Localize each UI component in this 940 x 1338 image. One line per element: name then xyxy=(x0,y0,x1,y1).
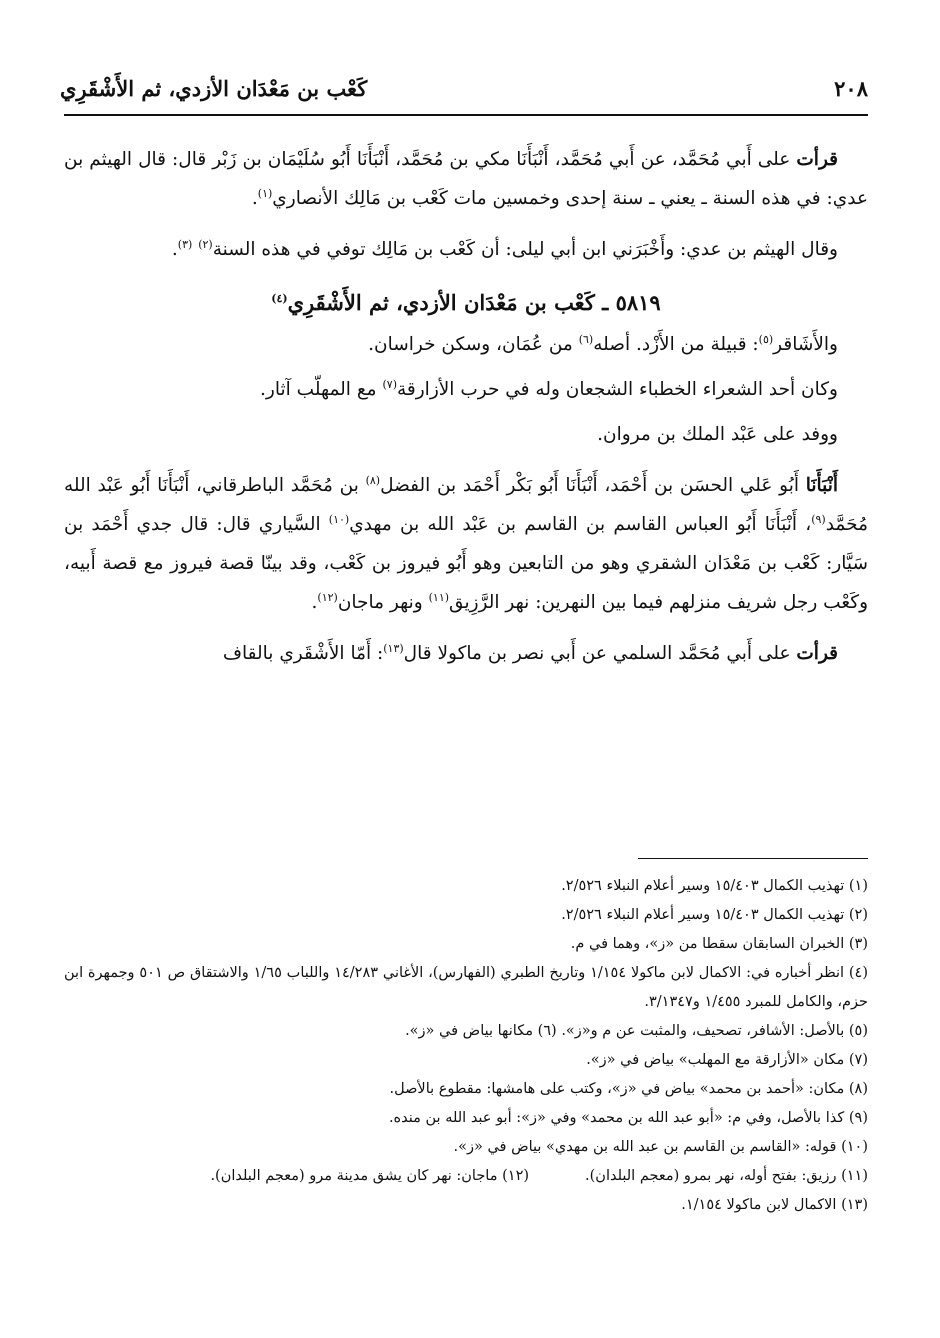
paragraph-text: . xyxy=(311,592,318,613)
footnote-text: الاكمال لابن ماكولا ١/١٥٤. xyxy=(681,1197,837,1213)
paragraph-text: : أَمّا الأَشْقَري بالقاف xyxy=(222,643,384,664)
paragraph-7 xyxy=(64,634,868,673)
footnote-text: كذا بالأصل، وفي م: «أبو عبد الله بن محمد» وفي «ز»: أبو عبد الله بن منده. xyxy=(388,1110,845,1126)
paragraph-6 xyxy=(64,466,868,622)
footnote xyxy=(64,930,868,959)
footnote xyxy=(210,1162,529,1191)
main-text xyxy=(64,140,868,685)
footnote-ref[interactable]: (١) xyxy=(257,186,273,200)
header-rule xyxy=(64,114,868,116)
footnote-ref[interactable]: (٣) xyxy=(177,237,193,251)
footnote-text: رزيق: بفتح أوله، نهر بمرو (معجم البلدان). xyxy=(585,1168,837,1184)
footnote-number: (١) xyxy=(848,878,868,894)
footnote xyxy=(64,1046,868,1075)
paragraph-text: والأَشَاقر xyxy=(773,334,838,355)
paragraph-text: على أَبي مُحَمَّد السلمي عن أَبي نصر بن ماكولا قال xyxy=(403,643,797,664)
footnote xyxy=(64,1104,868,1133)
paragraph-end: . xyxy=(171,239,178,260)
footnote-ref[interactable]: (٨) xyxy=(365,473,381,487)
footnote-ref[interactable]: (٩) xyxy=(811,512,826,526)
footnote-ref[interactable]: (٥) xyxy=(758,332,774,346)
paragraph-text: وقال الهيثم بن عدي: وأَخْبَرَني ابن أبي ليلى: أن كَعْب بن مَالِك توفي في هذه السنة xyxy=(212,239,838,260)
footnote-ref[interactable]: (١٣) xyxy=(383,641,404,655)
entry-title xyxy=(64,283,868,323)
paragraph-text: أَبُو عَلي الحسَن بن أَحْمَد، أَنْبَأَنَا أَبُو بَكْر أَحْمَد بن الفضل xyxy=(380,475,806,496)
paragraph-4 xyxy=(64,370,868,409)
footnote-number: (٣) xyxy=(848,936,868,952)
footnote-number: (٨) xyxy=(848,1081,868,1097)
footnote-text: مكان: «أحمد بن محمد» بياض في «ز»، وكتب على هامشها: مقطوع بالأصل. xyxy=(389,1081,845,1097)
footnote-pair xyxy=(64,1162,868,1191)
footnote-ref[interactable]: (١١) xyxy=(428,590,450,604)
paragraph-text: وكان أحد الشعراء الخطباء الشجعان وله في حرب الأزارقة xyxy=(396,379,838,400)
page-number: ٢٠٨ xyxy=(834,75,868,101)
footnote-text: قوله: «القاسم بن القاسم بن عبد الله بن مهدي» بياض في «ز». xyxy=(453,1139,837,1155)
footnote xyxy=(64,901,868,930)
footnote-text: مكان «الأزارقة مع المهلب» بياض في «ز». xyxy=(586,1052,845,1068)
paragraph-3 xyxy=(64,325,868,364)
paragraph-text: السَّياري قال: قال جدي أَحْمَد بن سَيَّار: كَعْب بن مَعْدَان الشقري وهو من التابعين وهو أَبُو فيروز بن كَعْب، وقد بينّا قصة فيروز مع قصة أَبيه، وكَعْب رجل شريف منزلهم فيما بين النهرين: نهر الرَّزِيق xyxy=(64,514,868,613)
paragraph-text: ، أَنْبَأَنَا أَبُو العباس القاسم بن القاسم بن عَبْد الله بن مهدي xyxy=(349,514,812,535)
footnote xyxy=(64,1075,868,1104)
footnote-number: (٤) xyxy=(848,965,869,981)
footnote-text: ماجان: نهر كان يشق مدينة مرو (معجم البلدان). xyxy=(210,1168,498,1184)
paragraph-lead: قرأت xyxy=(796,149,838,170)
paragraph-text: من عُمَان، وسكن خراسان. xyxy=(368,334,579,355)
footnote-number: (١٠) xyxy=(841,1139,868,1155)
footnote-text: الخبران السابقان سقطا من «ز»، وهما في م. xyxy=(570,936,845,952)
paragraph-text: ووفد على عَبْد الملك بن مروان. xyxy=(597,424,838,445)
footnote xyxy=(64,872,868,901)
footnote-ref[interactable]: (٢) xyxy=(198,237,213,251)
footnote-text: مكانها بياض في «ز». xyxy=(405,1023,533,1039)
footnote-text: تهذيب الكمال ١٥/٤٠٣ وسير أعلام النبلاء ٢/٥٢٦. xyxy=(561,878,845,894)
footnote-text: تهذيب الكمال ١٥/٤٠٣ وسير أعلام النبلاء ٢/٥٢٦. xyxy=(561,907,845,923)
paragraph-text: مع المهلّب آثار. xyxy=(260,379,383,400)
footnote-number: (١١) xyxy=(841,1168,868,1184)
footnote xyxy=(64,959,868,1017)
page-header xyxy=(60,66,868,110)
paragraph-text: ونهر ماجان xyxy=(337,592,429,613)
paragraph-2 xyxy=(64,230,868,269)
paragraph-1 xyxy=(64,140,868,218)
footnote-ref[interactable]: (٤) xyxy=(271,292,288,305)
entry-title-text: ٥٨١٩ ـ كَعْب بن مَعْدَان الأزدي، ثم الأَشْقَرِي xyxy=(287,290,661,315)
footnote-ref[interactable]: (١٠) xyxy=(328,512,350,526)
paragraph-text: : قبيلة من الأَزْد. أصله xyxy=(593,334,759,355)
paragraph-text: بن مُحَمَّد الباطرقاني، أَنْبَأَنَا أَبُو عَبْد الله مُحَمَّد xyxy=(64,475,868,535)
footnote-text: بالأصل: الأشافر، تصحيف، والمثبت عن م و«ز». xyxy=(561,1023,845,1039)
footnote-number: (٦) xyxy=(537,1023,557,1039)
footnote xyxy=(64,1191,868,1220)
footnote-ref[interactable]: (١٢) xyxy=(317,590,338,604)
footnote-ref[interactable]: (٧) xyxy=(382,377,397,391)
footnote-number: (٢) xyxy=(848,907,868,923)
footnote-number: (١٢) xyxy=(502,1168,530,1184)
running-title: كَعْب بن مَعْدَان الأزدي، ثم الأَشْقَرِي xyxy=(60,75,368,101)
footnote-text: انظر أخباره في: الاكمال لابن ماكولا ١/١٥٤ وتاريخ الطبري (الفهارس)، الأغاني ١٤/٢٨٣ واللباب ١/٦٥ والاشتقاق ص ٥٠١ وجمهرة ابن حزم، والكامل للمبرد ١/٤٥٥ و٣/١٣٤٧. xyxy=(64,965,868,1010)
footnote-ref[interactable]: (٦) xyxy=(578,332,594,346)
footnote-rule xyxy=(638,858,868,859)
footnote xyxy=(585,1162,868,1191)
footnote xyxy=(64,1133,868,1162)
footnote-number: (٥) xyxy=(848,1023,868,1039)
footnote-number: (٧) xyxy=(848,1052,868,1068)
paragraph-5 xyxy=(64,415,868,454)
footnote-number: (٩) xyxy=(848,1110,868,1126)
paragraph-end: . xyxy=(251,188,258,209)
paragraph-lead: قرأت xyxy=(796,643,838,664)
paragraph-lead: أَنْبَأَنَا xyxy=(805,475,838,496)
footnote xyxy=(64,1017,868,1046)
footnote-number: (١٣) xyxy=(841,1197,868,1213)
paragraph-text: على أَبي مُحَمَّد، عن أَبي مُحَمَّد، أَنْبَأَنَا مكي بن مُحَمَّد، أَنْبَأَنَا أَبُو سُلَيْمَان بن زَبْر قال: قال الهيثم بن عدي: في هذه السنة ـ يعني ـ سنة إحدى وخمسين مات كَعْب بن مَالِك الأنصاري xyxy=(64,149,868,209)
footnotes xyxy=(64,872,868,1220)
